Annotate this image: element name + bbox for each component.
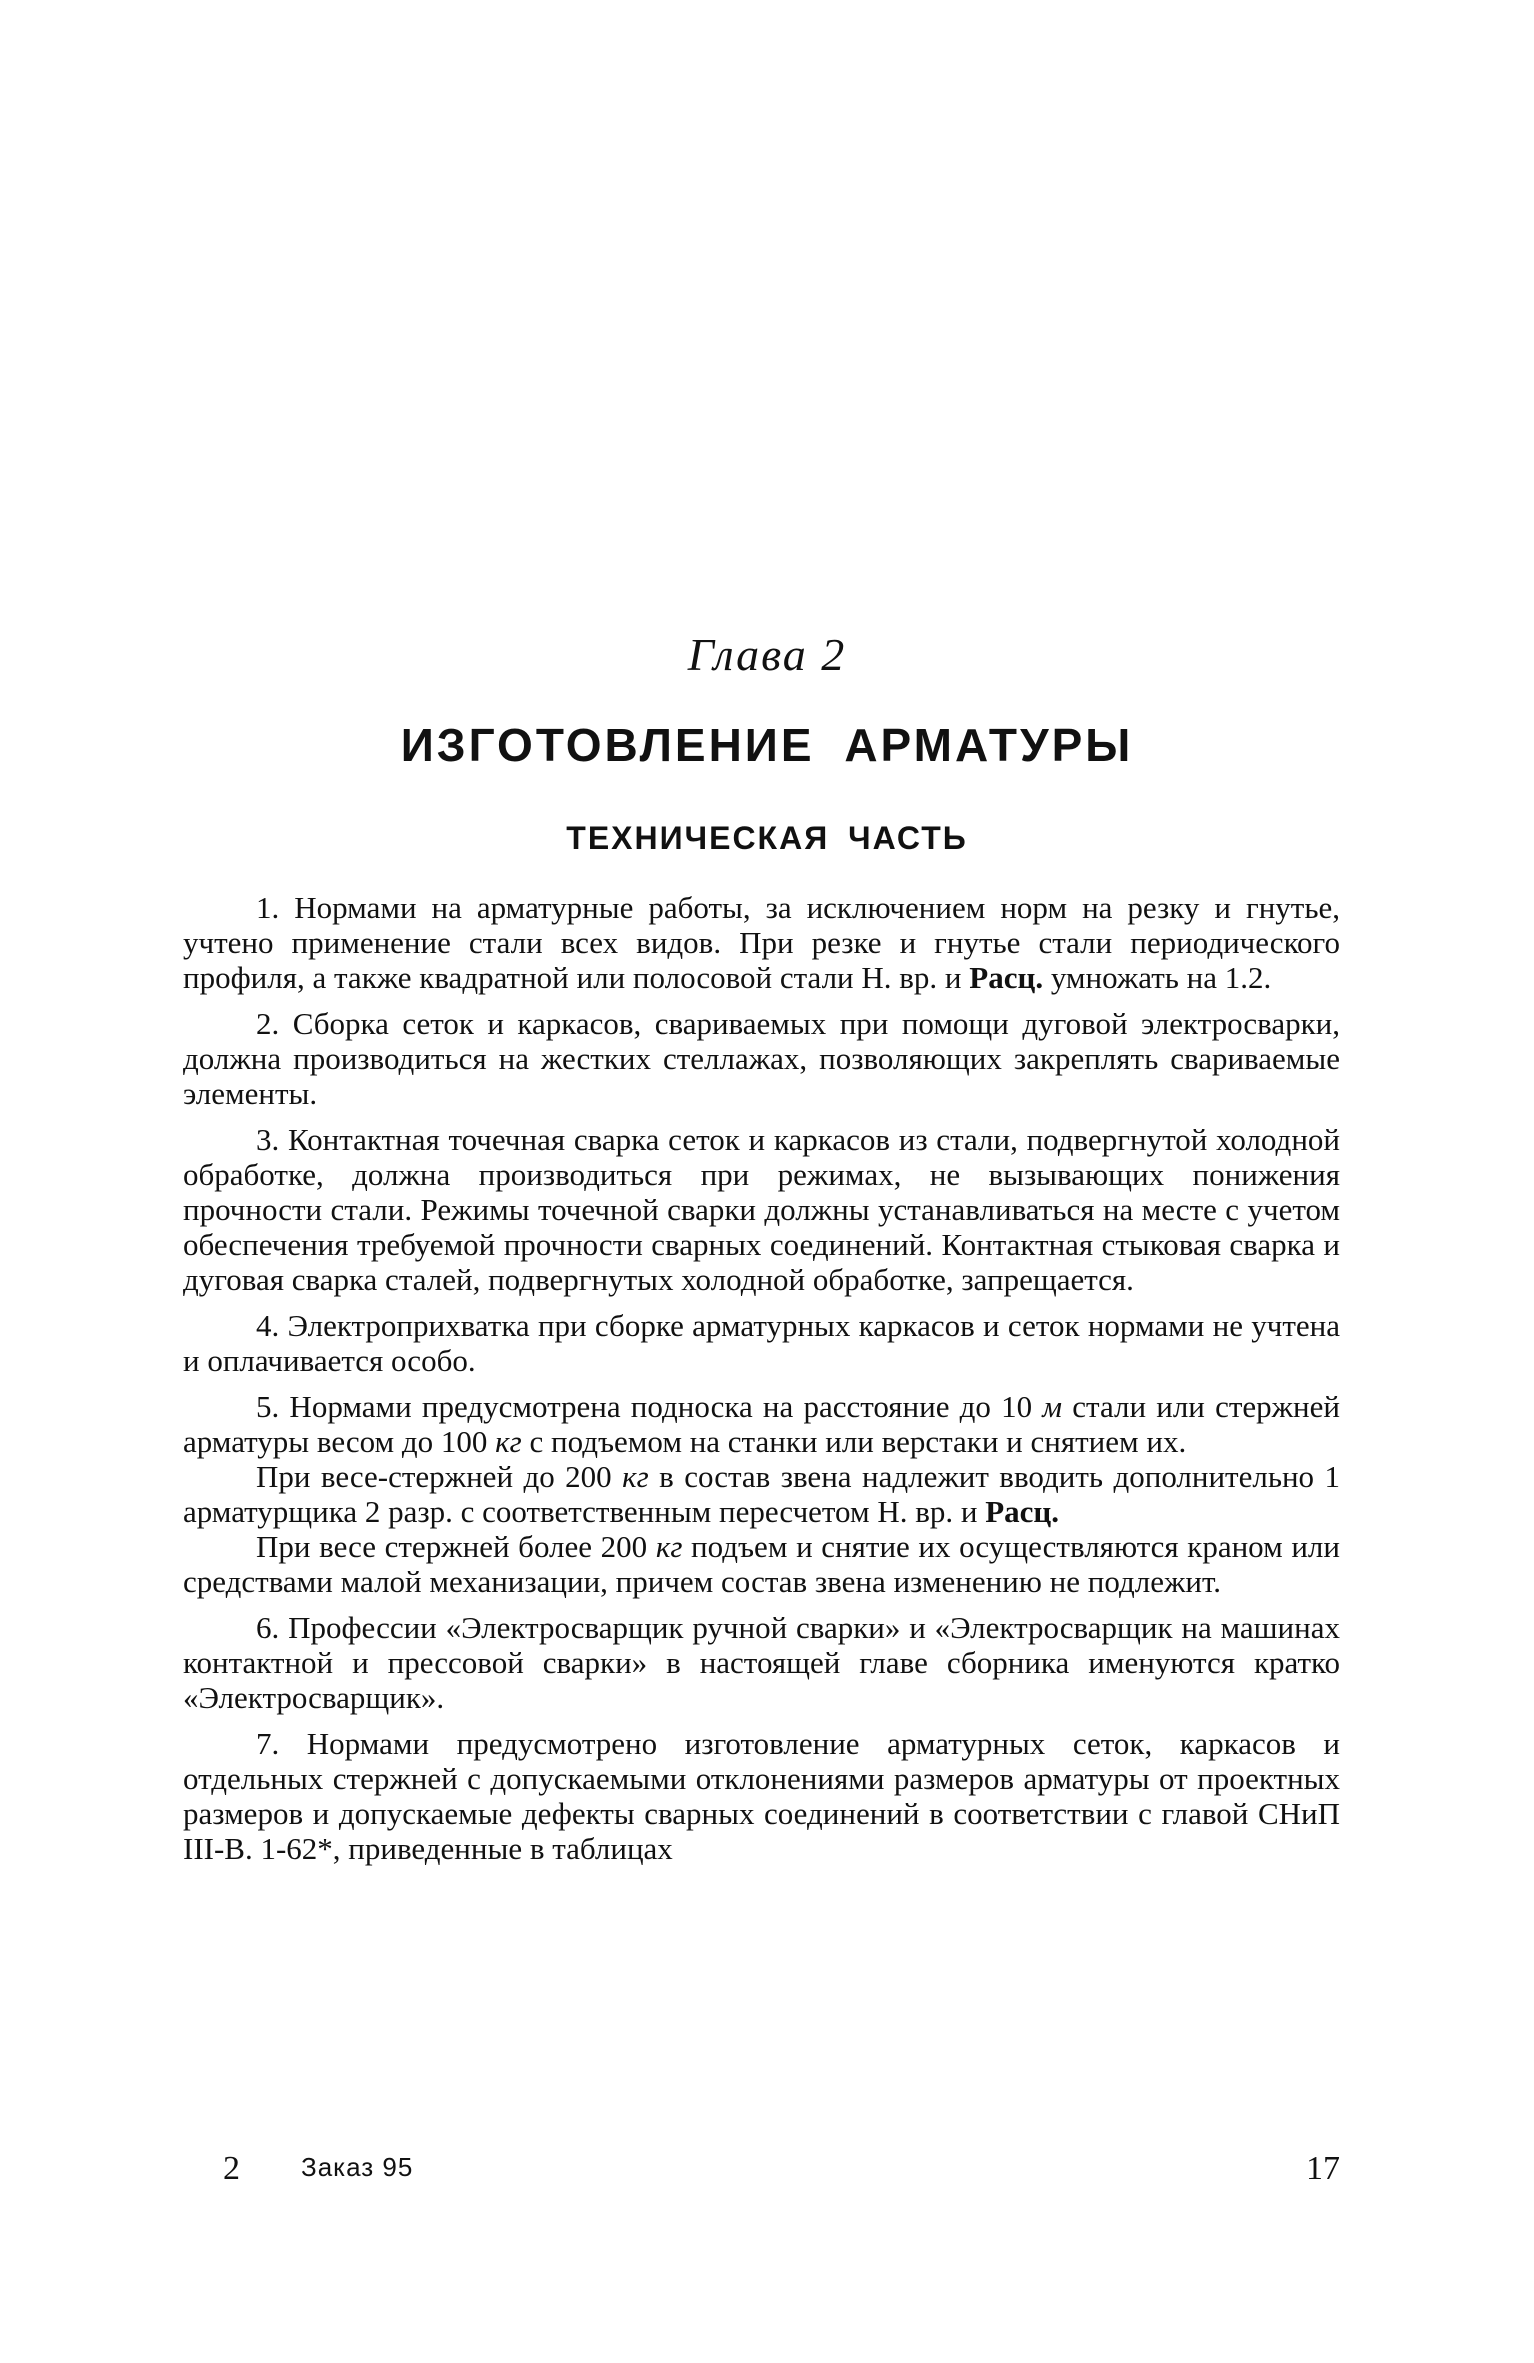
body-text <box>183 890 1340 1877</box>
paragraph <box>183 1726 1340 1866</box>
paragraph-text: в состав звена надлежит вводить дополнительно 1 арматурщика 2 разр. с соответственным пересчетом Н. вр. и <box>183 1459 1340 1529</box>
unit-abbrev: кг <box>655 1529 683 1564</box>
paragraph-text: подъем и снятие их осуществляются краном или средствами малой механизации, причем состав звена изменению не подлежит. <box>183 1529 1340 1599</box>
section-title: ТЕХНИЧЕСКАЯ ЧАСТЬ <box>566 820 968 856</box>
paragraph-text: При весе стержней более 200 <box>256 1529 656 1564</box>
paragraph <box>183 890 1340 995</box>
paragraph-text: умножать на 1.2. <box>1043 960 1272 995</box>
paragraph <box>183 1308 1340 1378</box>
paragraph-text: с подъемом на станки или верстаки и снятием их. <box>521 1424 1187 1459</box>
paragraph <box>183 1006 1340 1111</box>
unit-abbrev: кг <box>622 1459 649 1494</box>
print-order: Заказ 95 <box>301 2152 414 2182</box>
paragraph-text: 4. Электроприхватка при сборке арматурных каркасов и сеток нормами не учтена и оплачивается особо. <box>183 1308 1340 1378</box>
page-number: 17 <box>1306 2150 1340 2187</box>
paragraph <box>183 1389 1340 1459</box>
paragraph-text: При весе-стержней до 200 <box>256 1459 623 1494</box>
bold-term: Расц. <box>969 960 1044 995</box>
paragraph <box>183 1459 1340 1529</box>
paragraph-text: 1. Нормами на арматурные работы, за исключением норм на резку и гнутье, учтено применение стали всех видов. При резке и гнутье стали периодического профиля, а также квадратной или полосовой стали Н. вр. и <box>183 890 1340 995</box>
paragraph <box>183 1610 1340 1715</box>
paragraph-text: стали или стержней арматуры весом до 100 <box>183 1389 1340 1459</box>
paragraph <box>183 1529 1340 1599</box>
chapter-title: ИЗГОТОВЛЕНИЕ АРМАТУРЫ <box>400 719 1134 771</box>
paragraph-text: 6. Профессии «Электросварщик ручной сварки» и «Электросварщик на машинах контактной и прессовой сварки» в настоящей главе сборника именуются кратко «Электросварщик». <box>183 1610 1340 1715</box>
paragraph-text: 3. Контактная точечная сварка сеток и каркасов из стали, подвергнутой холодной обработке, должна производиться при режимах, не вызывающих понижения прочности стали. Режимы точечной сварки должны устанавливаться на месте с учетом обеспечения требуемой прочности сварных соединений. Контактная стыковая сварка и дуговая сварка сталей, подвергнутых холодной обработке, запрещается. <box>183 1122 1340 1297</box>
bold-term: Расц. <box>985 1494 1060 1529</box>
paragraph-text: 2. Сборка сеток и каркасов, свариваемых при помощи дуговой электросварки, должна производиться на жестких стеллажах, позволяющих закреплять свариваемые элементы. <box>183 1006 1340 1111</box>
paragraph <box>183 1122 1340 1297</box>
paragraph-text: 5. Нормами предусмотрена подноска на расстояние до 10 <box>256 1389 1043 1424</box>
paragraph-text: 7. Нормами предусмотрено изготовление арматурных сеток, каркасов и отдельных стержней с допускаемыми отклонениями размеров арматуры от проектных размеров и допускаемые дефекты сварных соединений в соответствии с главой СНиП III-В. 1-62*, приведенные в таблицах <box>183 1726 1340 1866</box>
chapter-label: Глава 2 <box>687 629 847 680</box>
sheet-number: 2 <box>223 2150 240 2187</box>
page-footer <box>183 2150 1340 2194</box>
unit-abbrev: м <box>1042 1389 1063 1424</box>
unit-abbrev: кг <box>495 1424 522 1459</box>
